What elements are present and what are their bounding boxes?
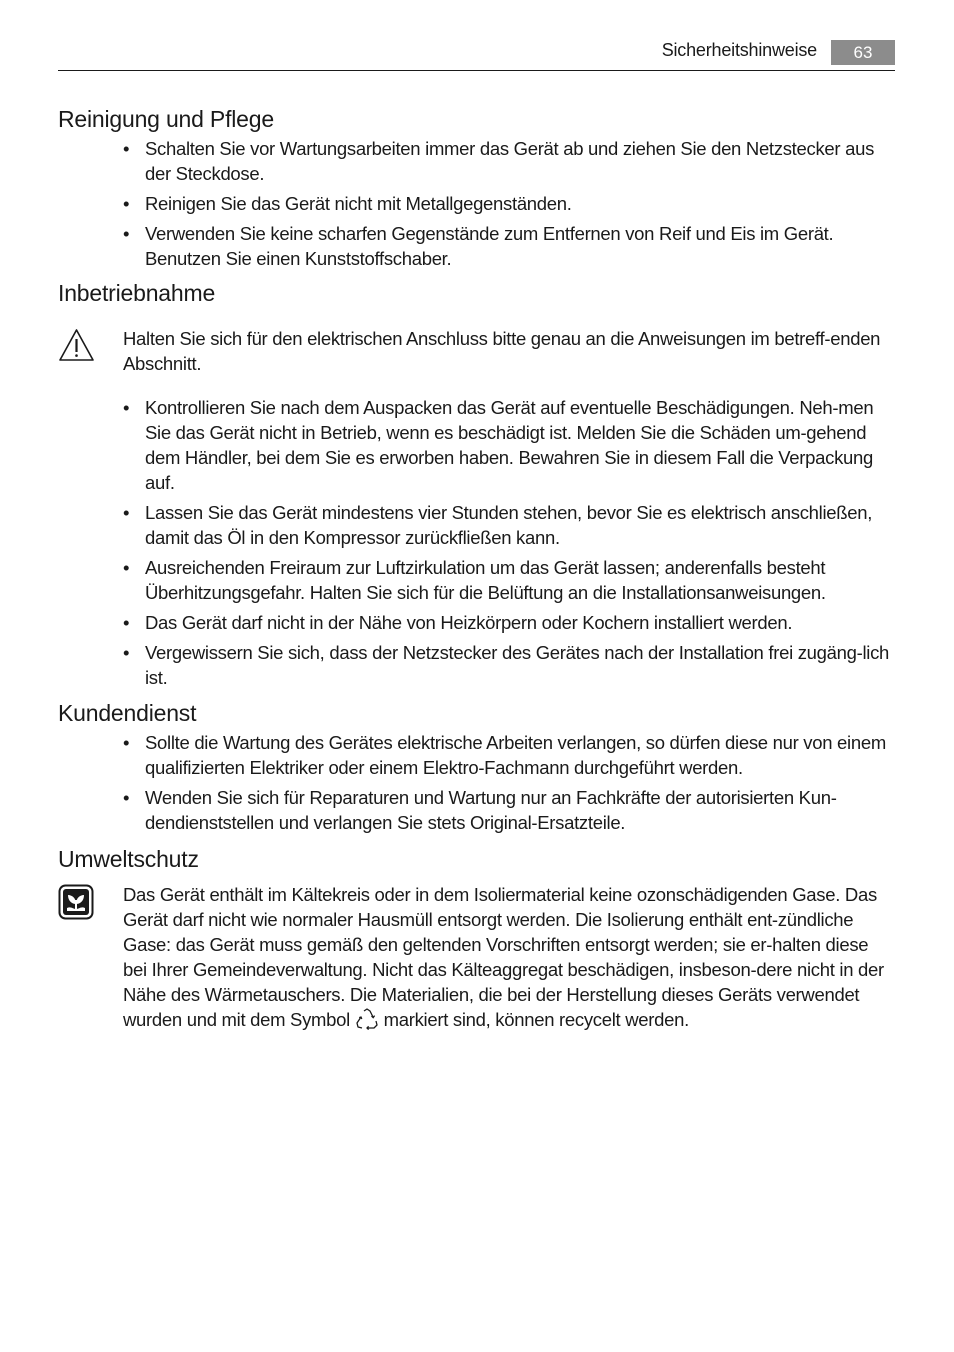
environment-icon bbox=[58, 884, 94, 920]
section-heading: Inbetriebnahme bbox=[58, 280, 216, 306]
section-kundendienst bbox=[58, 696, 895, 835]
section-heading: Umweltschutz bbox=[58, 846, 199, 872]
section-heading: Reinigung und Pflege bbox=[58, 106, 274, 132]
list-item: • Vergewissern Sie sich, dass der Netzstecker des Gerätes nach der Installation frei zugäng-lich ist. bbox=[123, 642, 890, 688]
list-item: • Reinigen Sie das Gerät nicht mit Metallgegenständen. bbox=[123, 193, 572, 214]
header-title: Sicherheitshinweise bbox=[661, 40, 817, 60]
environment-note bbox=[58, 882, 895, 1032]
environment-text-end: markiert sind, können recycelt werden. bbox=[383, 1009, 689, 1030]
section-heading: Kundendienst bbox=[58, 700, 197, 726]
list-item: • Das Gerät darf nicht in der Nähe von Heizkörpern oder Kochern installiert werden. bbox=[123, 612, 793, 633]
section-reinigung-und-pflege bbox=[58, 102, 895, 271]
warning-note bbox=[58, 326, 895, 376]
section-inbetriebnahme bbox=[58, 276, 895, 690]
bullet-list bbox=[58, 136, 895, 271]
list-item: • Sollte die Wartung des Gerätes elektrische Arbeiten verlangen, so dürfen diese nur von einem qualifizierten Elektriker oder einem Elektro-Fachmann durchgeführt werden. bbox=[123, 732, 886, 778]
page-header bbox=[58, 38, 895, 71]
list-item: • Lassen Sie das Gerät mindestens vier Stunden stehen, bevor Sie es elektrisch anschließen, damit das Öl in den Kompressor zurückfließen kann. bbox=[123, 502, 873, 548]
list-item: • Verwenden Sie keine scharfen Gegenstände zum Entfernen von Reif und Eis im Gerät. Benutzen Sie einen Kunststoffschaber. bbox=[123, 223, 834, 269]
bullet-list bbox=[58, 730, 895, 835]
list-item: • Wenden Sie sich für Reparaturen und Wartung nur an Fachkräfte der autorisierten Kun-dendienststellen und verlangen Sie stets Original-Ersatzteile. bbox=[123, 787, 837, 833]
warning-triangle-icon bbox=[58, 328, 95, 362]
warning-text: Halten Sie sich für den elektrischen Anschluss bitte genau an die Anweisungen im betreff-enden Abschnitt. bbox=[123, 328, 881, 374]
environment-text: Das Gerät enthält im Kältekreis oder in dem Isoliermaterial keine ozonschädigenden Gase. Das Gerät darf nicht wie normaler Hausmüll entsorgt werden. Die Isolierung enthält ent-zündliche Gase: das Gerät muss gemäß den geltenden Vorschriften entsorgt werden; sie er-halten diese bei Ihrer Gemeindeverwaltung. Nicht das Kälteaggregat beschädigen, insbeson-dere nicht in der Nähe des Wärmetauschers. Die Materialien, die bei der Herstellung dieses Geräts verwendet wurden und mit dem Symbol bbox=[123, 884, 884, 1030]
list-item: • Ausreichenden Freiraum zur Luftzirkulation um das Gerät lassen; anderenfalls besteht Überhitzungsgefahr. Halten Sie sich für die Belüftung an die Installationsanweisungen. bbox=[123, 557, 826, 603]
list-item: • Kontrollieren Sie nach dem Auspacken das Gerät auf eventuelle Beschädigungen. Neh-men Sie das Gerät nicht in Betrieb, wenn es beschädigt ist. Melden Sie die Schäden um-gehend dem Händler, bei dem Sie es erworben haben. Bewahren Sie in diesem Fall die Verpackung auf. bbox=[123, 397, 874, 493]
list-item: • Schalten Sie vor Wartungsarbeiten immer das Gerät ab und ziehen Sie den Netzstecker aus der Steckdose. bbox=[123, 138, 875, 184]
page-content bbox=[58, 100, 895, 1032]
page-number: 63 bbox=[831, 40, 895, 65]
bullet-list bbox=[58, 395, 895, 690]
section-umweltschutz bbox=[58, 842, 895, 1032]
recycle-icon bbox=[355, 1008, 379, 1030]
